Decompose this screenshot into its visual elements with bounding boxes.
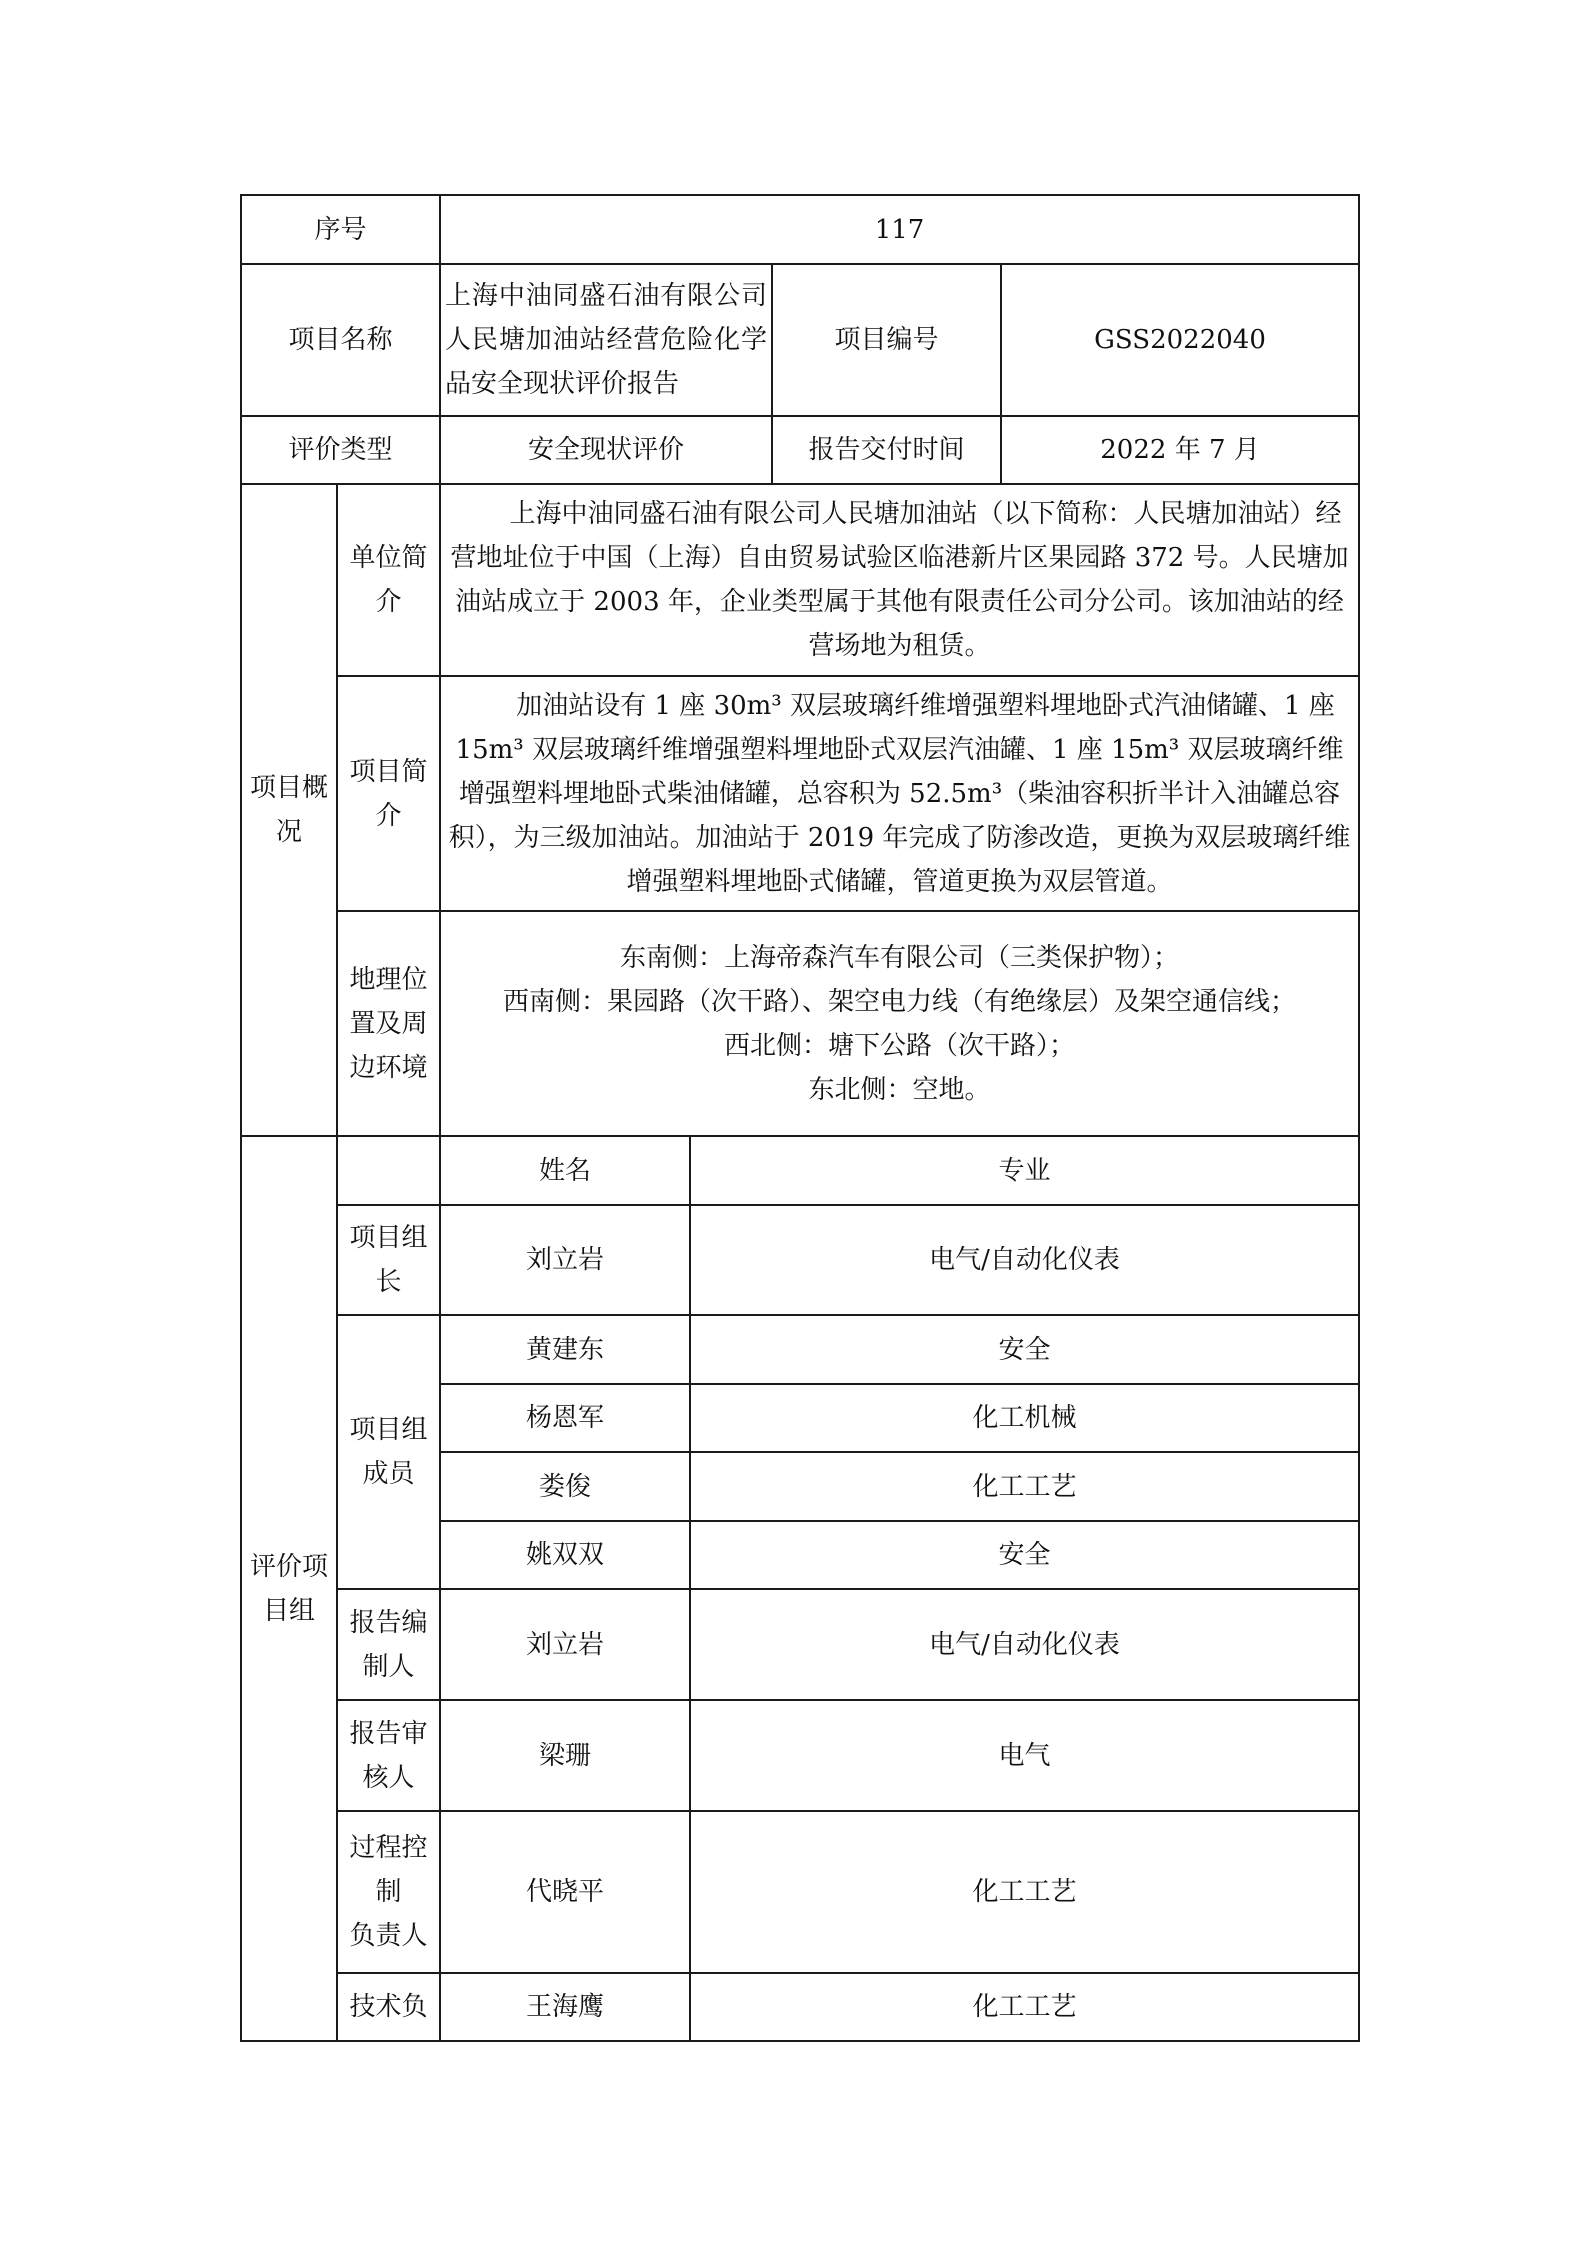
process-control-row <box>241 1811 1359 1973</box>
location-row <box>241 911 1359 1136</box>
unit-intro-row <box>241 484 1359 676</box>
member-major: 化工机械 <box>690 1384 1359 1452</box>
members-label: 项目组成员 <box>337 1315 440 1589</box>
unit-intro-label: 单位简介 <box>337 484 440 676</box>
project-code-label: 项目编号 <box>772 264 1001 416</box>
member-major: 安全 <box>690 1521 1359 1589</box>
project-name-row <box>241 264 1359 416</box>
serial-value: 117 <box>440 195 1359 264</box>
unit-intro-text: 上海中油同盛石油有限公司人民塘加油站（以下简称：人民塘加油站）经营地址位于中国（上海）自由贸易试验区临港新片区果园路 372 号。人民塘加油站成立于 2003 年，企业类型属于其他有限责任公司分公司。该加油站的经营场地为租赁。 <box>440 484 1359 676</box>
team-header-row <box>241 1136 1359 1205</box>
location-line-northeast: 东北侧：空地。 <box>808 1074 991 1105</box>
member-major: 化工工艺 <box>690 1452 1359 1521</box>
writer-major: 电气/自动化仪表 <box>690 1589 1359 1700</box>
location-line-northwest: 西北侧：塘下公路（次干路）； <box>724 1030 1076 1061</box>
member-name: 姚双双 <box>440 1521 690 1589</box>
team-label: 评价项目组 <box>241 1136 337 2041</box>
member-major: 安全 <box>690 1315 1359 1384</box>
process-control-label-line: 负责人 <box>349 1921 428 1951</box>
project-code-value: GSS2022040 <box>1001 264 1359 416</box>
overview-label: 项目概况 <box>241 484 337 1136</box>
serial-label: 序号 <box>241 195 440 264</box>
leader-name: 刘立岩 <box>440 1205 690 1315</box>
location-line-southeast: 东南侧：上海帝森汽车有限公司（三类保护物）； <box>620 942 1180 973</box>
evaluation-info-table <box>240 194 1360 2042</box>
tech-lead-label: 技术负 <box>337 1973 440 2041</box>
evaluation-type-row <box>241 416 1359 484</box>
project-name-value: 上海中油同盛石油有限公司人民塘加油站经营危险化学品安全现状评价报告 <box>440 264 772 416</box>
process-control-label-line: 过程控 <box>349 1833 428 1863</box>
leader-row <box>241 1205 1359 1315</box>
member-name: 杨恩军 <box>440 1384 690 1452</box>
process-control-label <box>337 1811 440 1973</box>
reviewer-row <box>241 1700 1359 1811</box>
process-control-name: 代晓平 <box>440 1811 690 1973</box>
tech-lead-name: 王海鹰 <box>440 1973 690 2041</box>
project-intro-row <box>241 676 1359 911</box>
member-row <box>241 1315 1359 1384</box>
team-header-blank <box>337 1136 440 1205</box>
process-control-major: 化工工艺 <box>690 1811 1359 1973</box>
process-control-label-line: 制 <box>375 1877 402 1907</box>
delivery-date-label: 报告交付时间 <box>772 416 1001 484</box>
evaluation-type-value: 安全现状评价 <box>440 416 772 484</box>
delivery-date-value: 2022 年 7 月 <box>1001 416 1359 484</box>
writer-row <box>241 1589 1359 1700</box>
leader-label: 项目组长 <box>337 1205 440 1315</box>
writer-name: 刘立岩 <box>440 1589 690 1700</box>
project-intro-label: 项目简介 <box>337 676 440 911</box>
evaluation-type-label: 评价类型 <box>241 416 440 484</box>
location-text <box>440 911 1359 1136</box>
location-label: 地理位置及周边环境 <box>337 911 440 1136</box>
reviewer-major: 电气 <box>690 1700 1359 1811</box>
reviewer-label: 报告审核人 <box>337 1700 440 1811</box>
team-header-name: 姓名 <box>440 1136 690 1205</box>
tech-lead-major: 化工工艺 <box>690 1973 1359 2041</box>
member-name: 娄俊 <box>440 1452 690 1521</box>
serial-row <box>241 195 1359 264</box>
tech-lead-row <box>241 1973 1359 2041</box>
project-intro-text: 加油站设有 1 座 30m³ 双层玻璃纤维增强塑料埋地卧式汽油储罐、1 座 15m³ 双层玻璃纤维增强塑料埋地卧式双层汽油罐、1 座 15m³ 双层玻璃纤维增强塑料埋地卧式柴油储罐，总容积为 52.5m³（柴油容积折半计入油罐总容积），为三级加油站。加油站于 2019 年完成了防渗改造，更换为双层玻璃纤维增强塑料埋地卧式储罐，管道更换为双层管道。 <box>440 676 1359 911</box>
location-line-southwest: 西南侧：果园路（次干路）、架空电力线（有绝缘层）及架空通信线； <box>503 986 1297 1017</box>
project-name-label: 项目名称 <box>241 264 440 416</box>
reviewer-name: 梁珊 <box>440 1700 690 1811</box>
team-header-major: 专业 <box>690 1136 1359 1205</box>
member-name: 黄建东 <box>440 1315 690 1384</box>
leader-major: 电气/自动化仪表 <box>690 1205 1359 1315</box>
writer-label: 报告编制人 <box>337 1589 440 1700</box>
